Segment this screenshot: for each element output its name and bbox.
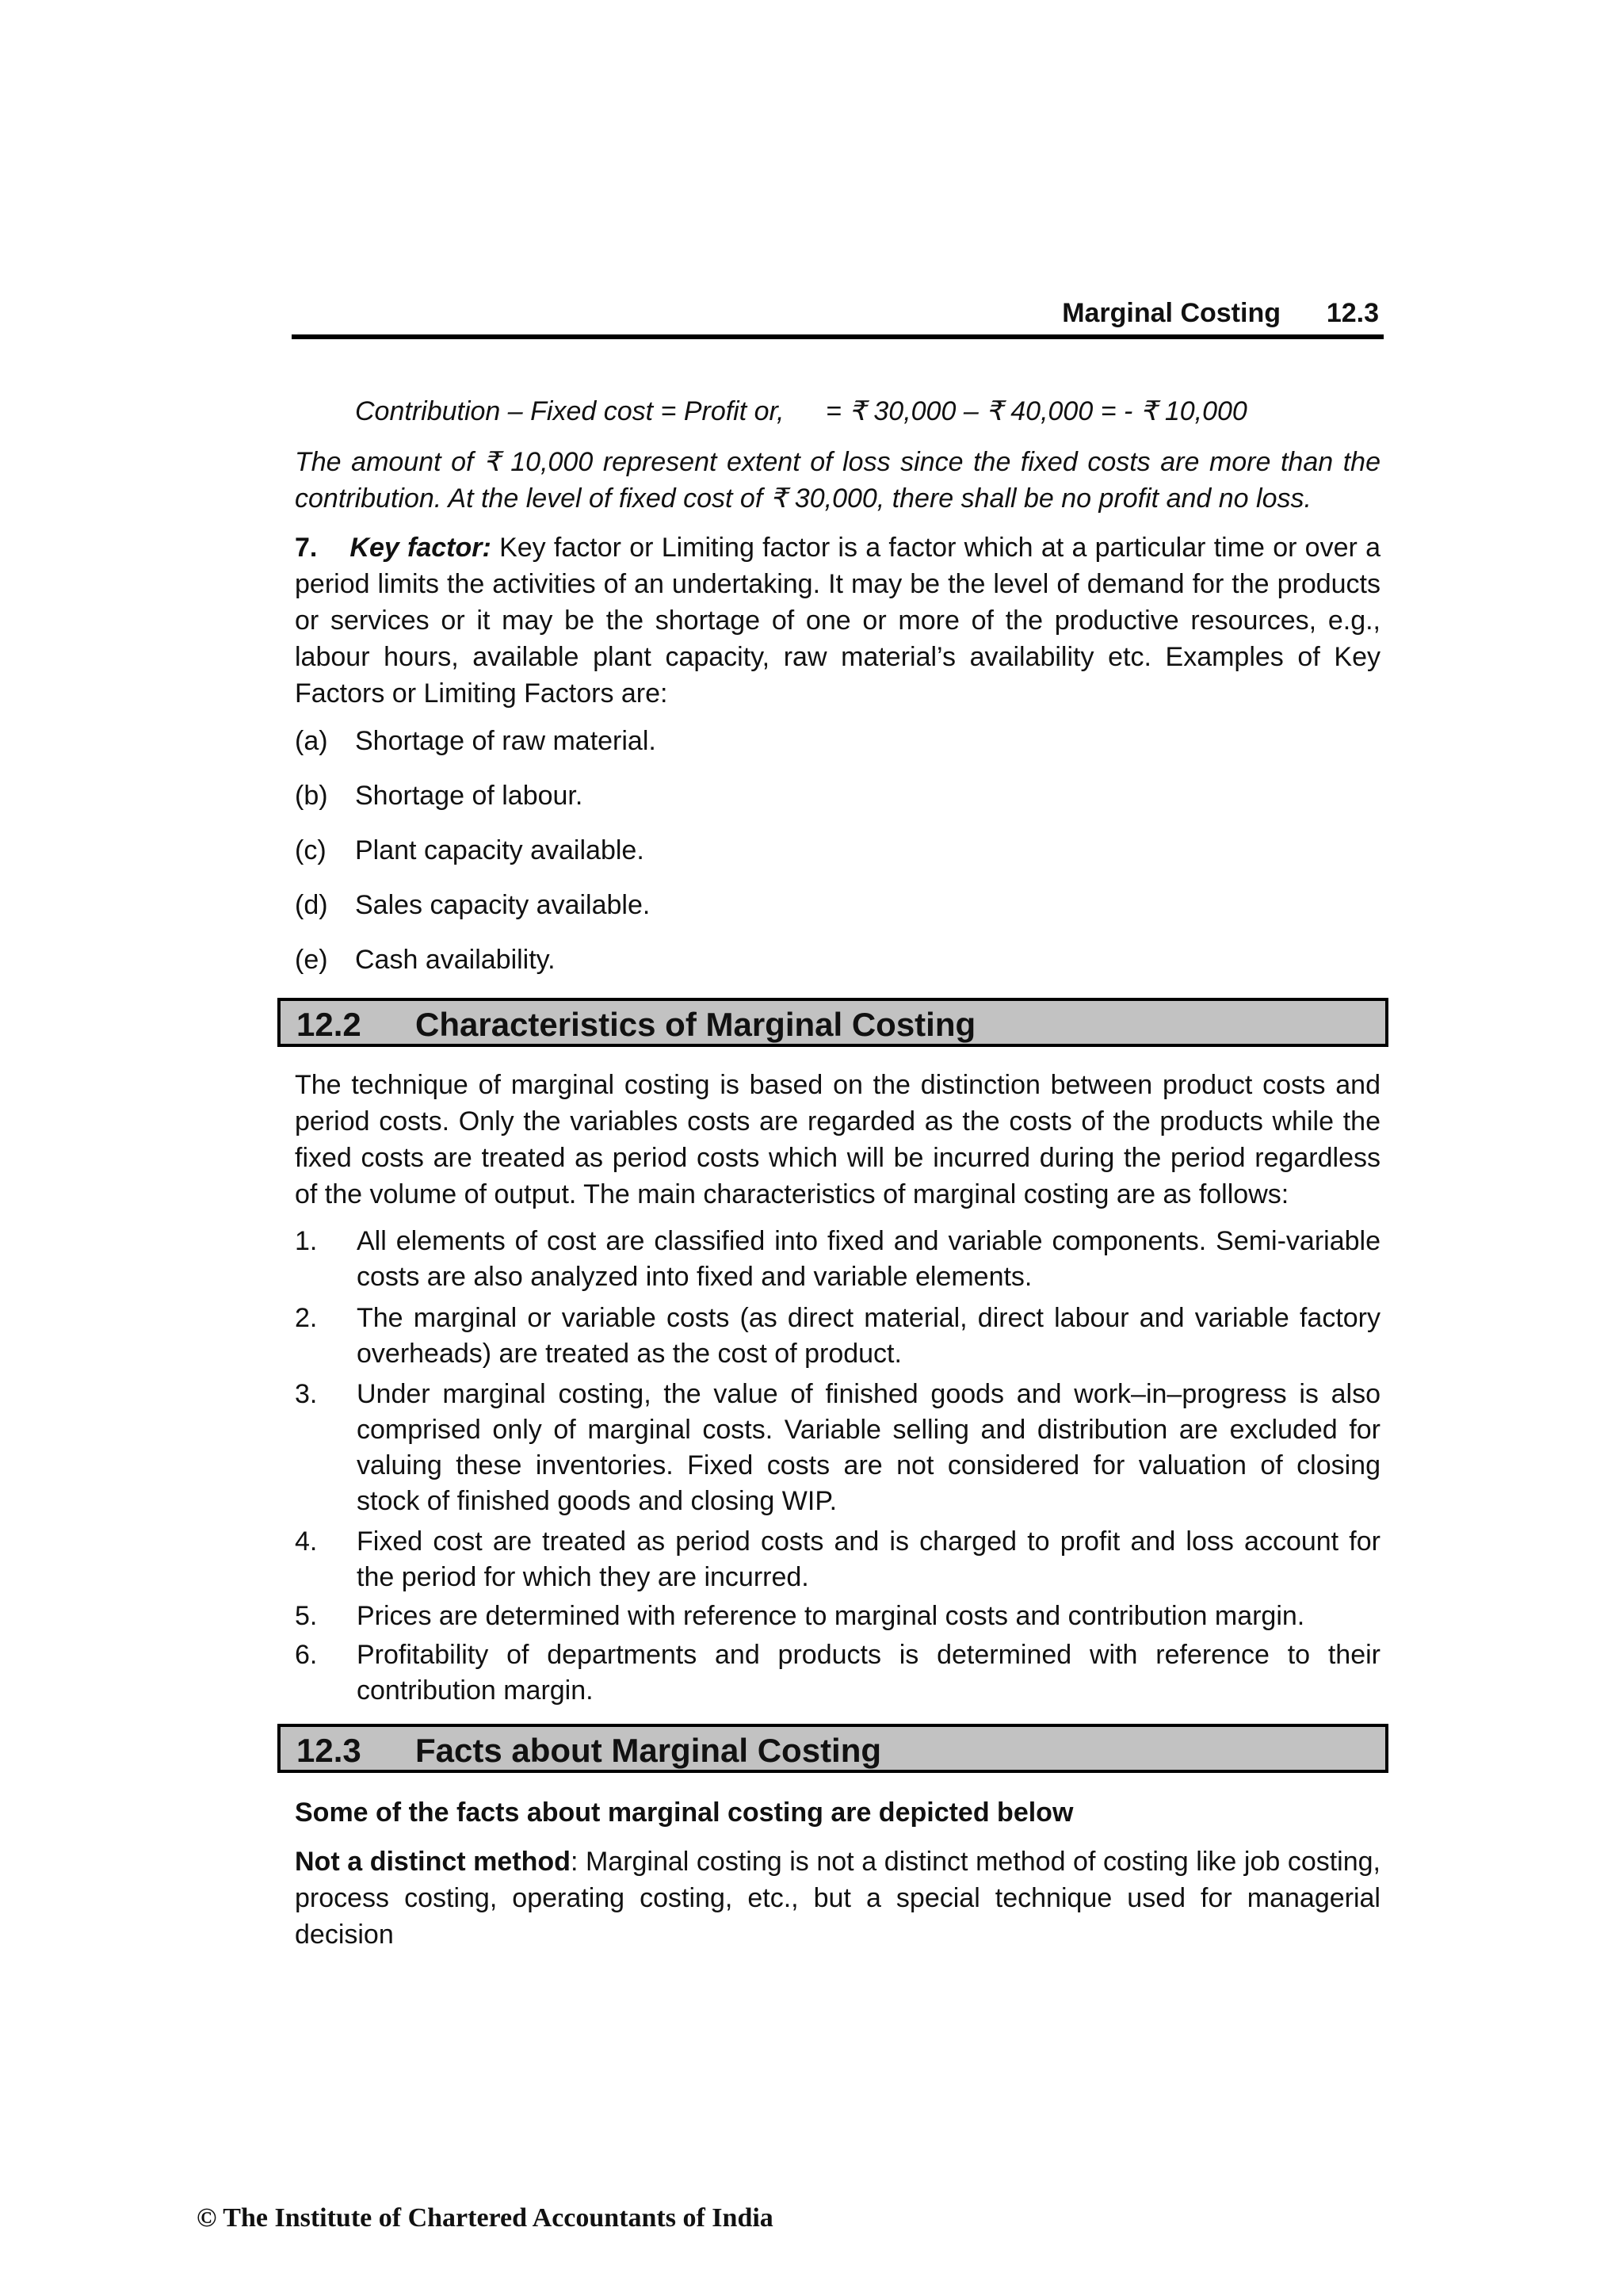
section-heading-12-2 (277, 998, 1388, 1047)
list-item: 6. Profitability of departments and products is determined with reference to their contribution margin. (295, 1640, 1381, 1706)
formula-line (295, 393, 1381, 430)
loss-note: The amount of ₹ 10,000 represent extent of loss since the fixed costs are more than the contribution. At the level of fixed cost of ₹ 30,000, there shall be no profit and no loss. (295, 447, 1381, 514)
header-title: Marginal Costing (1062, 298, 1281, 328)
list-item: 2. The marginal or variable costs (as direct material, direct labour and variable factory overheads) are treated as the cost of product. (295, 1303, 1381, 1369)
list-item: 1. All elements of cost are classified into fixed and variable components. Semi-variable costs are also analyzed into fixed and variable elements. (295, 1226, 1381, 1292)
section-title: Characteristics of Marginal Costing (415, 1006, 976, 1043)
section-number: 12.3 (296, 1732, 361, 1769)
page-header (292, 293, 1384, 339)
list-item: 5. Prices are determined with reference to marginal costs and contribution margin. (295, 1601, 1305, 1631)
list-item: (c) Plant capacity available. (295, 835, 644, 865)
section-number: 12.2 (296, 1006, 361, 1043)
first-fact-paragraph (295, 1843, 1381, 1953)
header-page-number: 12.3 (1326, 298, 1379, 328)
key-factor-number: 7. (295, 533, 318, 563)
footer-copyright: © The Institute of Chartered Accountants of India (197, 2203, 773, 2233)
section-12-3-subheading: Some of the facts about marginal costing are depicted below (295, 1797, 1074, 1828)
list-item: (e) Cash availability. (295, 945, 556, 975)
list-item: (b) Shortage of labour. (295, 781, 583, 811)
list-item: 4. Fixed cost are treated as period costs and is charged to profit and loss account for the period for which they are incurred. (295, 1526, 1381, 1592)
section-12-2-intro: The technique of marginal costing is based on the distinction between product costs and period costs. Only the variables costs are regarded as the costs of the products while the fixed costs are treated as period costs which will be incurred during the period regardless of the volume of output. The main characteristics of marginal costing are as follows: (295, 1070, 1381, 1209)
list-item: (a) Shortage of raw material. (295, 726, 656, 756)
formula-right: = ₹ 30,000 – ₹ 40,000 = - ₹ 10,000 (826, 396, 1247, 426)
first-fact-text: : Marginal costing is not a distinct method of costing like job costing, process costing, operating costing, etc., but a special technique used for managerial decision (295, 1847, 1381, 1950)
key-factor-paragraph (295, 529, 1381, 712)
key-factor-text: Key factor or Limiting factor is a factor which at a particular time or over a period limits the activities of an undertaking. It may be the level of demand for the products or services or it may be the shortage of one or more of the productive resources, e.g., labour hours, available plant capacity, raw material’s availability etc. Examples of Key Factors or Limiting Factors are: (295, 533, 1381, 709)
section-heading-12-3 (277, 1724, 1388, 1773)
key-factor-term: Key factor: (349, 533, 491, 563)
section-title: Facts about Marginal Costing (415, 1732, 882, 1769)
formula-left: Contribution – Fixed cost = Profit or, (355, 396, 785, 426)
list-item: (d) Sales capacity available. (295, 890, 651, 920)
list-item: 3. Under marginal costing, the value of finished goods and work–in–progress is also comprised only of marginal costs. Variable selling and distribution are excluded for valuing these inventories. Fixed costs are not considered for valuation of closing stock of finished goods and closing WIP. (295, 1379, 1381, 1516)
first-fact-term: Not a distinct method (295, 1847, 571, 1877)
